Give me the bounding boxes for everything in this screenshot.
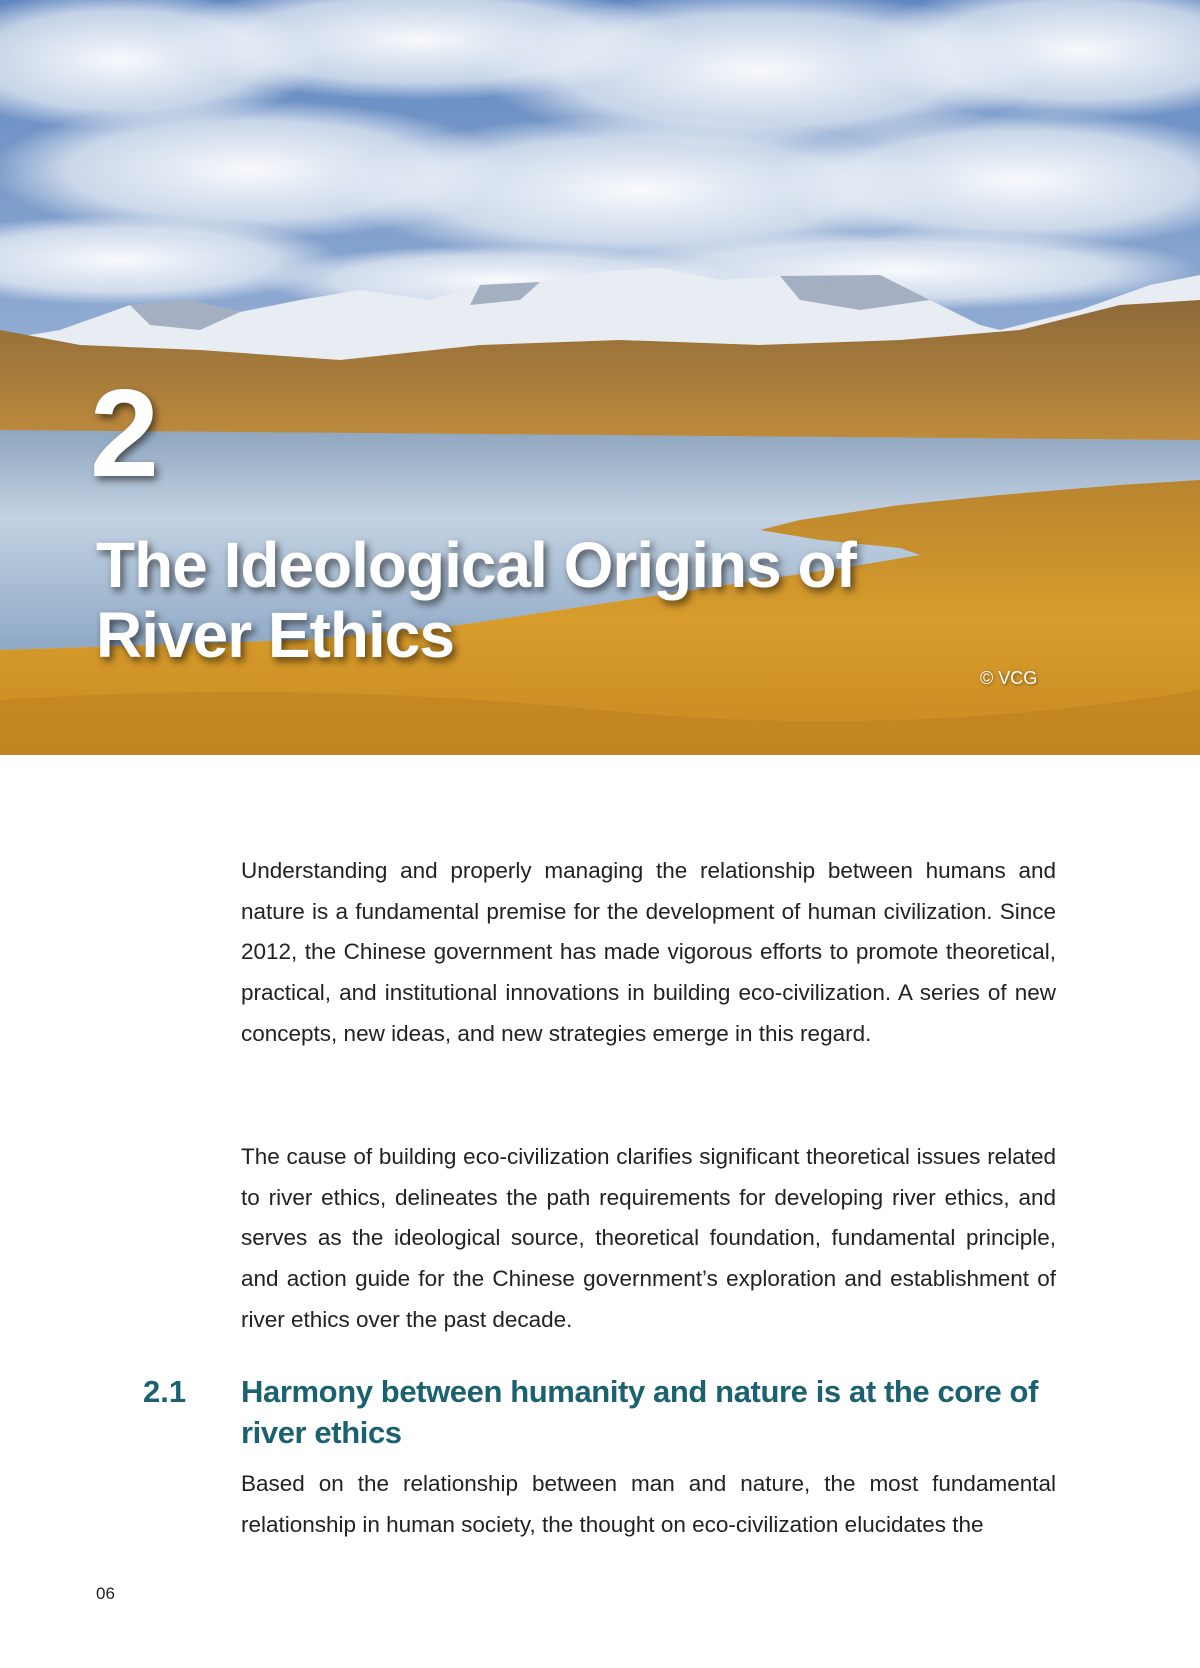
photo-credit: © VCG [980,668,1038,688]
chapter-number: 2 [90,365,156,503]
clouds [0,0,1200,315]
section-title: Harmony between humanity and nature is at the core of river ethics [241,1374,1039,1450]
section-number: 2.1 [143,1374,187,1409]
chapter-title: The Ideological Origins of River Ethics [96,529,856,671]
page-number: 06 [96,1584,115,1603]
body-paragraph-1: Understanding and properly managing the relationship between humans and nature is a fundamental premise for the development of human civilization. Since 2012, the Chinese government has made vigorous efforts to promote theoretical, practical, and institutional innovations in building eco-civilization. A series of new concepts, new ideas, and new strategies emerge in this regard. [241,858,1056,1046]
hero-image [0,0,1200,755]
body-paragraph-2: The cause of building eco-civilization clarifies significant theoretical issues related to river ethics, delineates the path requirements for developing river ethics, and serves as the ideological source, theoretical foundation, fundamental principle, and action guide for the Chinese government’s exploration and establishment of river ethics over the past decade. [241,1144,1056,1332]
section-paragraph: Based on the relationship between man and nature, the most fundamental relationship in human society, the thought on eco-civilization elucidates the [241,1471,1056,1537]
